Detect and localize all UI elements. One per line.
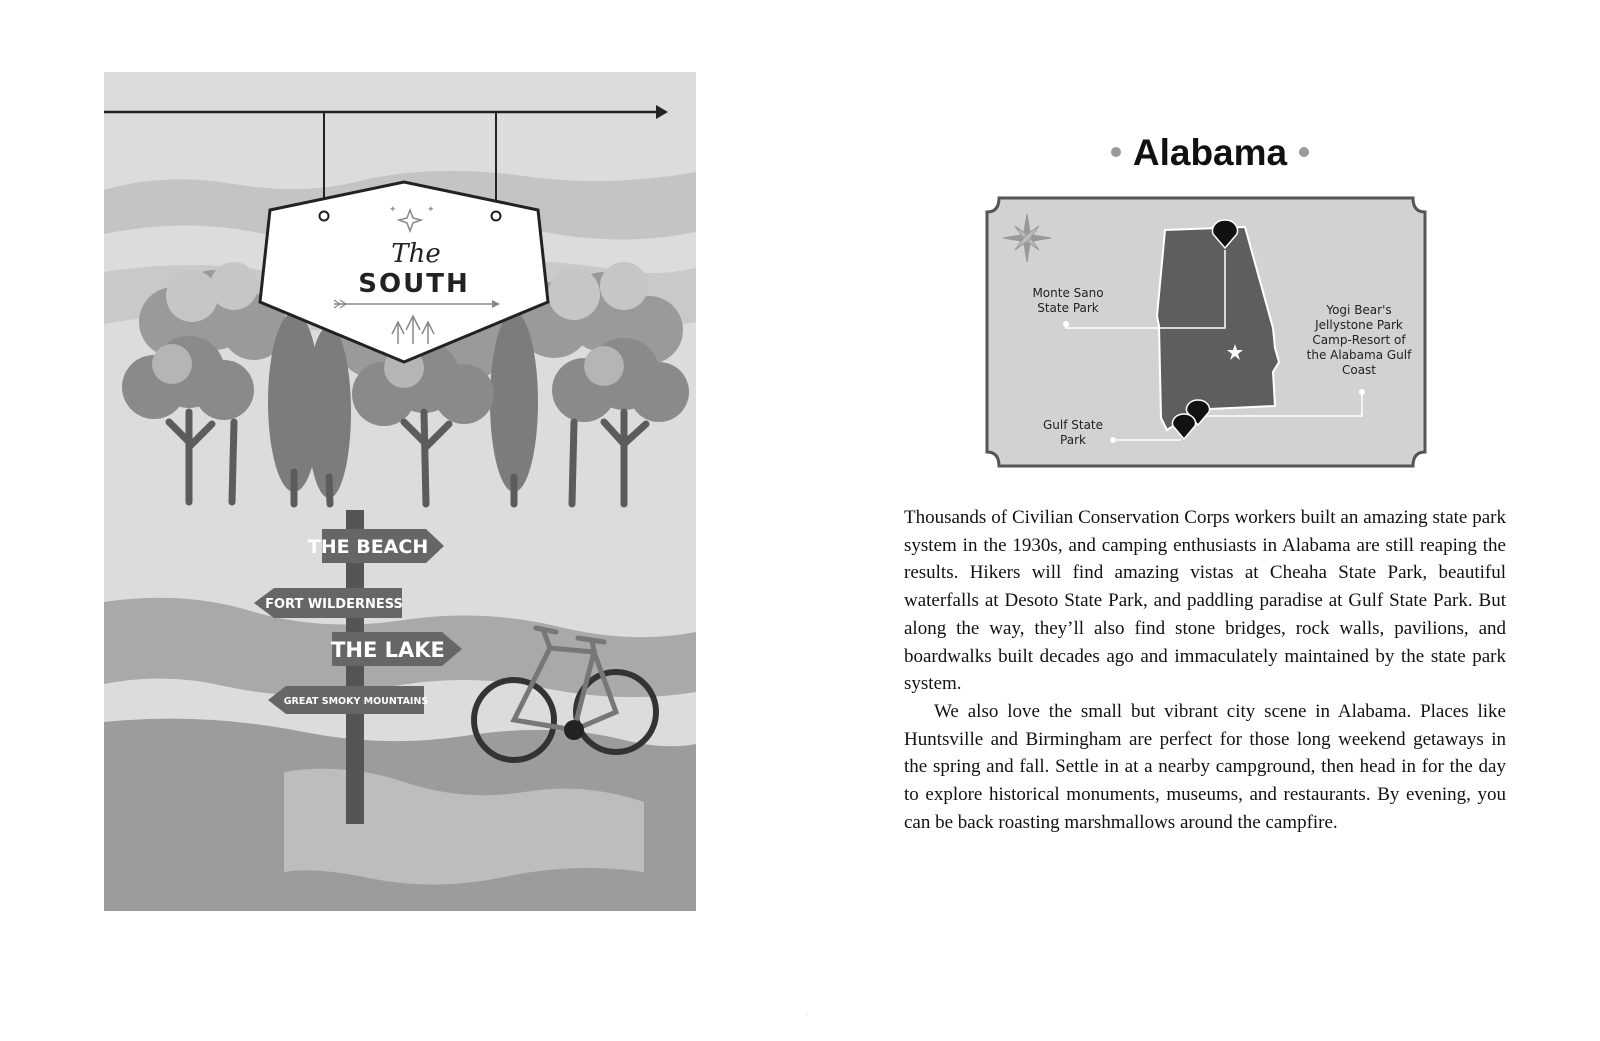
signpost-fort-wilderness: FORT WILDERNESS [265, 597, 403, 612]
chapter-title [900, 132, 1520, 174]
title-left-dot [1111, 147, 1121, 157]
sign-south: SOUTH [358, 269, 470, 299]
south-illustration [104, 72, 696, 911]
paragraph-1: Thousands of Civilian Conservation Corps workers built an amazing state park system in the 1930s, and camping enthusiasts in Alabama are still reaping the results. Hikers will find amazing vistas at Cheaha State Park, beautiful waterfalls at Desoto State Park, and paddling paradise at Gulf State Park. But along the way, they’ll also find stone bridges, rock walls, pavilions, and boardwalks built decades ago and immaculately maintained by the state park system. [904, 507, 1506, 695]
body-text [904, 504, 1506, 836]
footer-mark: . [806, 1008, 809, 1017]
map-label-gulf-state: Gulf State Park [1042, 418, 1104, 447]
title-text: Alabama [1132, 132, 1288, 173]
signpost-smoky-mountains: GREAT SMOKY MOUNTAINS [283, 696, 429, 707]
map-label-monte-sano: Monte Sano State Park [1032, 286, 1104, 315]
signpost-beach: THE BEACH [307, 536, 429, 558]
sign-the: The [391, 239, 441, 269]
svg-text:✦: ✦ [389, 205, 397, 215]
signpost-lake: THE LAKE [331, 638, 445, 662]
paragraph-2: We also love the small but vibrant city scene in Alabama. Places like Huntsville and Birmingham are perfect for those long weekend getaways in the spring and fall. Settle in at a nearby campground, then head in for the day to explore historical monuments, museums, and restaurants. By evening, you can be back roasting marshmallows around the campfire. [904, 700, 1506, 833]
alabama-map [985, 196, 1427, 468]
svg-text:✦: ✦ [427, 205, 435, 215]
map-label-yogi-bear: Yogi Bear's Jellystone Park Camp-Resort of the Alabama Gulf Coast [1306, 303, 1412, 377]
title-right-dot [1299, 147, 1309, 157]
